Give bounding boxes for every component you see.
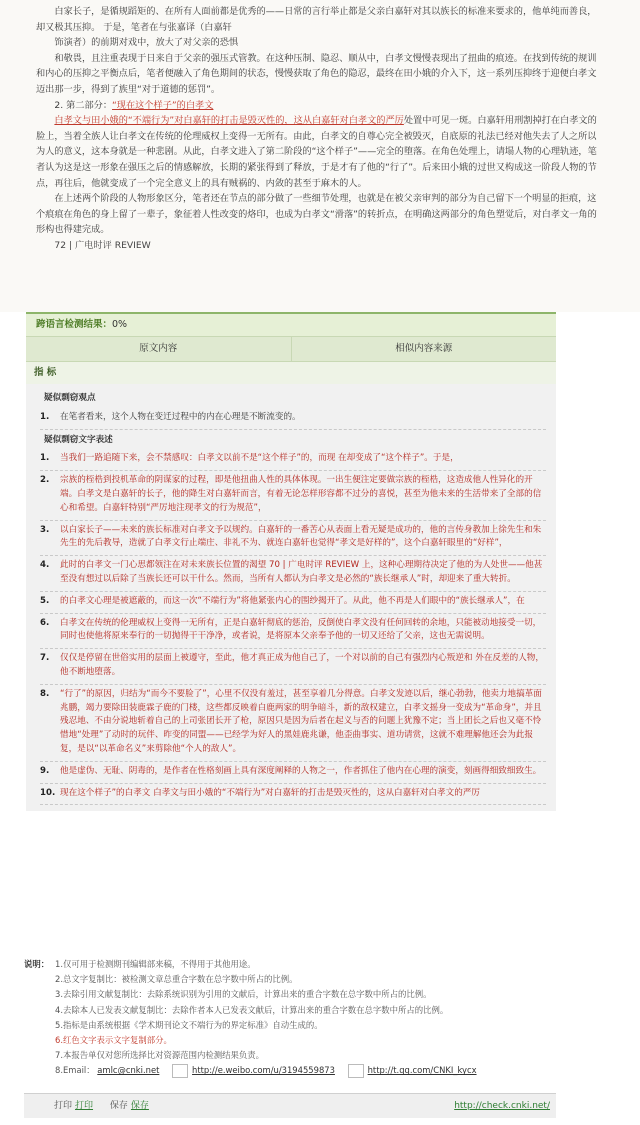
doc-paragraph: 饰演者）的前期对戏中，放大了对父亲的恐惧 — [54, 37, 239, 49]
print-button[interactable]: 打印 — [75, 1101, 94, 1111]
report-content — [26, 384, 556, 811]
view-item — [40, 408, 546, 430]
suspect-text-item — [40, 649, 546, 685]
doc-paragraph: 白家长子，是循规蹈矩的、在所有人面前都是优秀的——日常的言行举止都是父亲白嘉轩对其以族长的标准来要求的，他单纯而善良，却又极其压抑。 于是，笔者在与张嘉译（白嘉轩 — [36, 6, 597, 33]
doc-footer: 72 | 广电时评 REVIEW — [54, 239, 151, 251]
email-link[interactable]: amlc@cnki.net — [97, 1065, 160, 1076]
item-text: 仅仅是停留在世俗实用的层面上被遵守，至此，他才真正成为他自己了，一个对以前的自己有强烈内心叛逆和 外在反差的人物，他不断地堕落。 — [60, 653, 544, 677]
index-label: 指 标 — [26, 362, 556, 384]
note-item: 2.总文字复制比：被检测文章总重合字数在总字数中所占的比例。 — [55, 974, 298, 985]
item-text: 当我们一路追随下来，会不禁感叹：白孝文以前不是“这个样子”的，而现 在却变成了“这个样子”。于是， — [60, 453, 459, 464]
weibo-link[interactable]: http://e.weibo.com/u/3194559873 — [192, 1065, 335, 1076]
doc-paragraph: 在上述两个阶段的人物形象区分，笔者还在节点的部分做了一些细节处理，也就是在被父亲审判的部分为自己留下一个明显的拒痕，这个痕痕在角色的身上留了一辈子，象征着人性改变的烙印，也成为白孝文“滑落”的转折点，在明确这两部分的角色塑觉后，对白孝文一角的形构也得建完成。 — [36, 193, 597, 236]
notes-label: 说明： — [24, 959, 50, 969]
save-button[interactable]: 保存 — [130, 1101, 149, 1111]
note-item: 3.去除引用文献复制比：去除系统识别为引用的文献后，计算出来的重合字数在总字数中所占的比例。 — [55, 989, 432, 1000]
save-action — [110, 1101, 149, 1111]
cross-language-result — [26, 312, 556, 336]
item-text: 此时的白孝文一门心思都领注在对未来族长位置的渴望 70 | 广电时评 REVIEW 上，这种心理期待决定了他的为人处世——他甚至没有想过以后除了当族长还可以干什么。然而，当所有人都认为白孝文是必然的“族长继承人”时，却迎来了重大转折。 — [60, 560, 543, 584]
item-number: 4. — [40, 560, 50, 571]
suspect-view-heading: 疑似剽窃观点 — [44, 393, 96, 403]
col-original: 原文内容 — [26, 337, 292, 361]
item-text: “行了”的原因，归结为“而今不要脸了”，心里不仅没有羞过，甚至享着几分得意。白孝文发迹以后，继心勃勃，他卖力地搞革面兆鹏，竭力要除田装鹿霖子鹿的门楼，这些都反映着白鹿两家的明争暗斗，新的敌权建立，白孝文摇身一变成为“革命身”，并且残忍地、不由分说地斩着自己的上司张团长开了枪，原因只是因为后者在起义与否的问题上犹豫不定；当上团长之后也又毫不怜惜地“处理”了动时的玩伴、昨变的同盟——已经学为好人的黑娃鹿兆谦，他歪曲事实、道功请赏，这就不难理解他还会为此报复，是以“以革命名义”来剪除他“个人的敌人”。 — [60, 688, 542, 754]
item-number: 5. — [40, 595, 50, 606]
site-link[interactable]: http://check.cnki.net/ — [454, 1101, 550, 1111]
email-label: 8.Email： — [55, 1065, 95, 1076]
item-text: 他是虚伪、无耻、阴毒的，是作者在性格刻画上具有深度阐释的人物之一，作者抓住了他内在心理的演变，刻画得细致细致生。 — [60, 765, 542, 776]
suspect-text-list — [40, 449, 546, 805]
suspect-text-item — [40, 762, 546, 784]
note-item: 6.红色文字表示文字复制部分。 — [55, 1035, 172, 1046]
section-title — [36, 98, 598, 114]
col-similar: 相似内容来源 — [395, 343, 453, 354]
item-number: 2. — [40, 475, 50, 486]
tqq-link[interactable]: http://t.qq.com/CNKI_kycx — [367, 1065, 477, 1076]
tqq-icon — [348, 1064, 364, 1078]
item-text: 的白孝文心理是被遮蔽的，而这一次“不端行为”将他紧张内心的围纱揭开了。从此，他不再是人们眼中的“族长继承人”，在 — [60, 595, 525, 606]
note-item: 4.去除本人已发表文献复制比：去除作者本人已发表文献后，计算出来的重合字数在总字数中所占的比例。 — [55, 1004, 449, 1015]
print-action — [54, 1101, 93, 1111]
suspect-text-heading: 疑似剽窃文字表述 — [44, 434, 113, 445]
note-item: 5.指标是由系统根据《学术期刊论文不端行为的界定标准》自动生成的。 — [55, 1019, 323, 1030]
item-text: 以白家长子——未来的族长标准对白孝文予以规约。白嘉轩的一番苦心从表面上看无疑是成功的，他的言传身教加上徐先生和朱先生的先后教导，造就了白孝文行止端庄、非礼不为、就连白嘉轩也觉得“孝文是好样的”，这个白嘉轩眼里的“好样”， — [60, 524, 542, 549]
section-prefix: 2. 第二部分： — [54, 99, 113, 111]
doc-paragraph: 和敬畏，且注重表现于日来自于父亲的强压式管教。在这种压制、隐忍、顺从中，白孝文慢慢表现出了扭曲的痕迹。在找到传统的规训和内心的压抑之平衡点后，笔者便融入了角色期间的状态，慢慢获取了角色的隐忍，最终在田小娥的介入下，这一系列压抑终于迎便白孝文迈出那一步，得到了族里“对于道德的惩罚”。 — [36, 52, 597, 95]
weibo-icon — [172, 1064, 188, 1078]
suspect-text-item — [40, 784, 546, 806]
print-prefix: 打印 — [54, 1101, 73, 1111]
item-number: 3. — [40, 524, 50, 535]
item-number: 1. — [40, 453, 50, 464]
suspect-text-item — [40, 614, 546, 650]
item-text: 现在这个样子”的白孝文 白孝文与田小娥的“不端行为”对白嘉轩的打击是毁灭性的，这从白嘉轩对白孝文的严厉 — [60, 787, 480, 798]
notes-section — [24, 957, 564, 1079]
note-item: 7.本报告单仅对您所选择比对资源范围内检测结果负责。 — [55, 1050, 264, 1061]
item-number: 10. — [40, 787, 56, 798]
column-headers — [26, 336, 556, 362]
result-value: 0% — [112, 319, 128, 330]
scanned-document — [0, 0, 640, 312]
suspect-text-item — [40, 592, 546, 614]
suspect-text-item — [40, 556, 546, 592]
after-red-text: 处置中可见一斑。白嘉轩用刑割掉打在白孝文的脸上，当着全族人让白孝文在传统的伦理威权上变得一无所有。由此，白孝文的自尊心完全被毁灭，自底原的礼法已经对他失去了人之所以为人的意义，这本身就是一种悲剧。从此，白孝文进入了第二阶段的“这个样子”——完全的堕落。在角色处理上，请塌人物的心理轨迹，笔者认为这是这一形象在强压之后的情感解放，长期的紧张得到了释放，于是才有了他的“行了”。后来田小娥的过世又构成这一阶段人物的节点，再往后，他就变成了一个完全意义上的具有贼祸的、内敛的甚至于麻木的人。 — [36, 115, 597, 189]
section-link[interactable]: “现在这个样子”的白孝文 — [112, 99, 214, 111]
item-number: 7. — [40, 653, 50, 664]
doc-paragraph — [36, 113, 598, 191]
suspect-text-item — [40, 449, 546, 471]
note-item: 1.仅可用于检测期刊编辑部来稿，不得用于其他用途。 — [55, 959, 256, 969]
suspect-text-item — [40, 685, 546, 762]
result-label: 跨语言检测结果： — [36, 319, 113, 330]
suspect-text-item — [40, 471, 546, 520]
contact-line — [55, 1063, 564, 1078]
save-prefix: 保存 — [109, 1101, 128, 1111]
red-sentence: 白孝文与田小娥的“不端行为”对白嘉轩的打击是毁灭性的，这从白嘉轩对白孝文的严厉 — [54, 115, 404, 127]
item-number: 8. — [40, 688, 50, 699]
suspect-text-item — [40, 521, 546, 557]
item-text: 白孝文在传统的伦理威权上变得一无所有，正是白嘉轩彻底的惩治，反倒使白孝文没有任何回转的余地，只能被动地接受一切，同时也使他将原来奉行的一切抛得干干净净，或者说，是将原本父亲奉予他的一切又还给了父亲，这也无需说明。 — [60, 617, 542, 642]
detection-report — [26, 312, 556, 811]
item-text: 在笔者看来，这个人物在变迁过程中的内在心理是不断流变的。 — [60, 411, 301, 422]
item-number: 9. — [40, 765, 50, 776]
item-text: 宗族的桎梏到投机革命的阴谋家的过程，即是他扭曲人性的具体体现。一出生便注定要做宗族的桎梏，这造成他人性异化的开端。白孝文是白嘉轩的长子，他的降生对白嘉轩而言，有着无论怎样形容都不过分的喜悦，甚至为他未来的生活带来了全部的信心和希望。白嘉轩特别“严厉地注现孝文的行为规范”， — [60, 475, 542, 513]
item-number: 6. — [40, 617, 50, 628]
item-number: 1. — [40, 411, 50, 422]
bottom-toolbar — [24, 1093, 556, 1118]
